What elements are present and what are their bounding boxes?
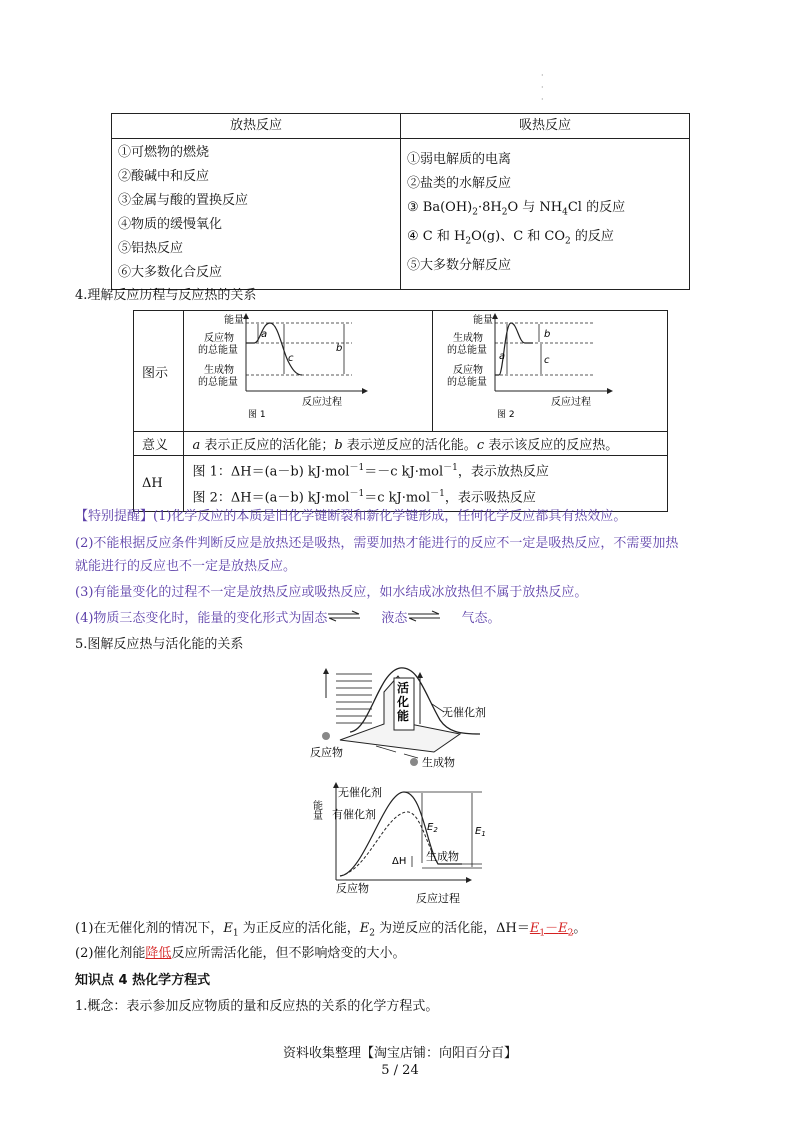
list-item: ④ C 和 $H_2O(g)$、C 和 $CO_2$ 的反应 — [407, 229, 614, 247]
equilibrium-arrow-icon — [407, 610, 441, 622]
header-endothermic: 吸热反应 — [401, 114, 690, 139]
activation-3d-diagram — [300, 662, 520, 772]
reminder-line-1: 【特别提醒】(1)化学反应的本质是旧化学键断裂和新化学键形成，任何化学反应都具有热效应。 — [75, 509, 627, 524]
fig2-ylabel: 能量 — [473, 315, 493, 326]
section5-title: 5.图解反应热与活化能的关系 — [75, 637, 244, 652]
row-label-diagram: 图示 — [134, 311, 184, 432]
dh-line-2: 图 2：ΔH＝(a－b) kJ·mol$^{-1}$＝c kJ·mol$^{-1}$，表示吸热反应 — [192, 489, 536, 506]
fig3-reactant: 反应物 — [310, 746, 343, 759]
figure1-cell — [184, 311, 433, 432]
fig1-ylabel: 能量 — [224, 315, 245, 326]
decor-dots: · · · — [541, 71, 544, 104]
fig2-reactant-2: 的总能量 — [447, 377, 487, 388]
fig4-e1: $E_1$ — [475, 826, 486, 838]
reminder-line-3: 就能进行的反应也不一定是放热反应。 — [75, 559, 297, 574]
reminder-line-5: (4)物质三态变化时，能量的变化形式为固态 液态 气态。 — [75, 611, 501, 626]
catalyst-energy-diagram — [312, 780, 492, 906]
fig2-b: b — [544, 329, 551, 340]
fig3-activation-3: 能 — [397, 709, 410, 723]
row-label-meaning: 意义 — [134, 432, 184, 456]
reminder-line-4: (3)有能量变化的过程不一定是放热反应或吸热反应，如水结成冰放热但不属于放热反应。 — [75, 585, 588, 600]
meaning-text: a 表示正反应的活化能；b 表示逆反应的活化能。c 表示该反应的反应热。 — [184, 432, 668, 456]
fig2-c: c — [544, 355, 550, 366]
reminder-line-2: (2)不能根据反应条件判断反应是放热还是吸热，需要加热才能进行的反应不一定是吸热反应，不需要加热 — [75, 536, 679, 551]
fig1-curve — [246, 323, 302, 375]
answer-blank-2: 降低 — [145, 946, 172, 961]
fig3-no-catalyst: 无催化剂 — [442, 706, 486, 719]
fig2-a: a — [499, 351, 506, 362]
list-item: ②酸碱中和反应 — [118, 169, 210, 184]
fig4-product: 生成物 — [426, 850, 459, 863]
fig1-a: a — [261, 329, 268, 340]
reaction-heat-table — [111, 113, 690, 290]
equilibrium-arrow-icon — [327, 610, 361, 622]
figure2-diagram — [433, 311, 667, 427]
header-exothermic: 放热反应 — [112, 114, 401, 139]
list-item: ②盐类的水解反应 — [407, 176, 512, 192]
fig3-activation-2: 化 — [397, 695, 410, 709]
section4-title: 4.理解反应历程与反应热的关系 — [75, 288, 257, 303]
dh-text — [184, 456, 668, 512]
reaction-process-table — [133, 310, 668, 512]
fig2-caption: 图 2 — [497, 410, 515, 420]
list-item: ⑤大多数分解反应 — [407, 257, 512, 273]
knowledge4-title: 知识点 4 热化学方程式 — [75, 973, 211, 988]
note-2: (2)催化剂能降低反应所需活化能，但不影响焓变的大小。 — [75, 946, 406, 961]
figure1-diagram — [184, 311, 430, 427]
list-item: ①弱电解质的电离 — [407, 152, 512, 168]
fig3-product: 生成物 — [422, 756, 455, 769]
fig1-xlabel: 反应过程 — [302, 397, 343, 408]
fig4-dh: ΔH — [392, 856, 407, 867]
fig2-reactant-1: 反应物 — [453, 365, 483, 376]
dh-line-1: 图 1：ΔH＝(a－b) kJ·mol$^{-1}$＝－c kJ·mol$^{-1}$，表示放热反应 — [192, 463, 549, 480]
fig1-reactant-1: 反应物 — [204, 333, 235, 344]
fig1-reactant-2: 的总能量 — [198, 345, 239, 356]
fig4-xlabel: 反应过程 — [416, 892, 460, 905]
fig4-catalyst: 有催化剂 — [332, 808, 376, 821]
exothermic-list — [112, 139, 401, 290]
fig1-product-2: 的总能量 — [198, 377, 239, 388]
fig2-product-1: 生成物 — [453, 333, 483, 344]
fig4-ylabel: 能量 — [310, 800, 322, 820]
fig4-e2: $E_2$ — [427, 822, 438, 834]
fig2-xlabel: 反应过程 — [551, 397, 591, 408]
footer-source: 资料收集整理【淘宝店铺：向阳百分百】 — [282, 1046, 517, 1061]
fig4-no-catalyst: 无催化剂 — [338, 786, 382, 799]
answer-blank-1: $E_1-E_2$ — [529, 921, 574, 939]
fig3-activation-1: 活 — [397, 681, 410, 695]
list-item: ③ $Ba(OH)_2\cdot 8H_2O$ 与 $NH_4Cl$ 的反应 — [407, 200, 626, 218]
fig1-c: c — [288, 353, 294, 364]
fig4-reactant: 反应物 — [336, 882, 369, 895]
list-item: ⑤铝热反应 — [118, 241, 184, 256]
endothermic-list — [401, 139, 690, 290]
list-item: ①可燃物的燃烧 — [118, 145, 210, 160]
footer-page-number: 5 / 24 — [381, 1063, 419, 1078]
knowledge4-concept: 1.概念：表示参加反应物质的量和反应热的关系的化学方程式。 — [75, 999, 439, 1014]
fig1-product-1: 生成物 — [204, 365, 235, 376]
fig1-caption: 图 1 — [248, 410, 267, 420]
list-item: ⑥大多数化合反应 — [118, 265, 223, 280]
fig2-product-2: 的总能量 — [447, 345, 487, 356]
row-label-dh: ΔH — [134, 456, 184, 512]
figure2-cell — [433, 311, 668, 432]
list-item: ④物质的缓慢氧化 — [118, 217, 223, 232]
fig2-curve — [495, 323, 533, 375]
list-item: ③金属与酸的置换反应 — [118, 193, 249, 208]
note-1: (1)在无催化剂的情况下，$E_1$ 为正反应的活化能，$E_2$ 为逆反应的活化能，$\Delta H=E_1-E_2$。 — [75, 921, 587, 939]
fig1-b: b — [336, 343, 343, 354]
